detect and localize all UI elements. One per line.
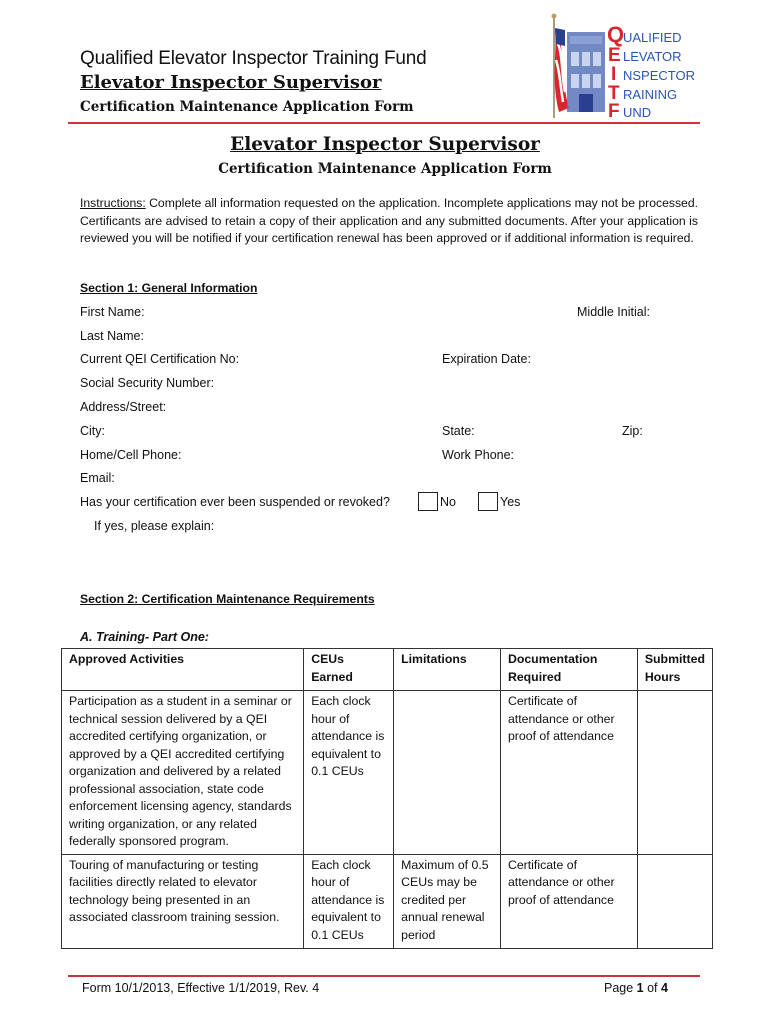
form-info: Form 10/1/2013, Effective 1/1/2019, Rev. 4 [82,981,320,995]
row2-documentation: Certificate of attendance or other proof of attendance [500,854,637,949]
home-phone-label: Home/Cell Phone: [80,448,182,462]
email-label: Email: [80,471,115,485]
row2-hours-input[interactable] [637,854,712,949]
requirements-table [61,648,713,949]
footer-divider [68,975,700,977]
col-submitted-hours: Submitted Hours [637,649,712,691]
svg-text:E: E [608,45,621,66]
qeitf-logo [545,12,705,120]
col-ceus-earned: CEUs Earned [304,649,394,691]
row2-ceus: Each clock hour of attendance is equivalent to 0.1 CEUs [304,854,394,949]
page-current: 1 [636,981,644,995]
instructions-label: Instructions: [80,196,146,210]
svg-text:I: I [611,64,617,85]
logo-word-2: LEVATOR [623,49,682,64]
cert-no-label: Current QEI Certification No: [80,352,240,366]
col-approved-activities: Approved Activities [62,649,304,691]
ssn-label: Social Security Number: [80,376,215,390]
col-documentation: Documentation Required [500,649,637,691]
training-part-label: A. Training- Part One: [80,630,209,644]
table-row [62,854,713,949]
row1-ceus: Each clock hour of attendance is equivalent to 0.1 CEUs [304,691,394,855]
row2-limitations: Maximum of 0.5 CEUs may be credited per annual renewal period [394,854,501,949]
org-title: Qualified Elevator Inspector Training Fund [80,48,427,69]
svg-text:Q: Q [607,22,625,47]
page-number [604,981,668,995]
instructions [80,195,698,248]
state-label: State: [442,424,475,438]
address-label: Address/Street: [80,400,167,414]
table-row [62,691,713,855]
logo-word-1: UALIFIED [623,30,682,45]
logo-word-3: NSPECTOR [623,68,695,83]
explain-label: If yes, please explain: [94,519,215,533]
no-checkbox[interactable] [418,492,438,511]
header-subtitle: Elevator Inspector Supervisor [80,72,382,93]
page-prefix: Page [604,981,637,995]
building-icon [567,32,605,112]
expiration-label: Expiration Date: [442,352,531,366]
flag-icon [555,28,569,112]
svg-text:F: F [608,101,620,120]
yes-checkbox[interactable] [478,492,498,511]
row1-documentation: Certificate of attendance or other proof of attendance [500,691,637,855]
logo-word-5: UND [623,105,652,120]
page-title: Elevator Inspector Supervisor [230,134,540,155]
yes-label: Yes [500,495,521,509]
suspended-question: Has your certification ever been suspended or revoked? [80,495,390,509]
row1-limitations [394,691,501,855]
section2-heading: Section 2: Certification Maintenance Requirements [80,592,375,606]
page-subtitle: Certification Maintenance Application Form [218,161,552,177]
instructions-text: Complete all information requested on the application. Incomplete applications may not be processed. Certificants are advised to retain a copy of their application and any submitted documents. After your application is reviewed you will be notified if your certification renewal has been approved or if additional information is required. [80,196,698,245]
page-total: 4 [661,981,668,995]
row2-activity: Touring of manufacturing or testing facilities directly related to elevator technology being presented in an associated classroom training session. [62,854,304,949]
no-label: No [440,495,456,509]
header-form-name: Certification Maintenance Application Form [80,99,414,115]
zip-label: Zip: [622,424,643,438]
middle-initial-label: Middle Initial: [577,305,650,319]
svg-text:T: T [608,83,620,104]
last-name-label: Last Name: [80,329,144,343]
first-name-label: First Name: [80,305,145,319]
work-phone-label: Work Phone: [442,448,515,462]
section1-heading: Section 1: General Information [80,281,258,295]
col-limitations: Limitations [394,649,501,691]
page-of: of [643,981,661,995]
row1-activity: Participation as a student in a seminar or technical session delivered by a QEI accredited certifying organization, or approved by a QEI accredited certifying organization and delivered by a related professional association, state code enforcement licensing agency, standards writing organization, or any related federally sponsored program. [62,691,304,855]
header-divider [68,122,700,124]
row1-hours-input[interactable] [637,691,712,855]
logo-word-4: RAINING [623,87,678,102]
city-label: City: [80,424,105,438]
table-header-row [62,649,713,691]
